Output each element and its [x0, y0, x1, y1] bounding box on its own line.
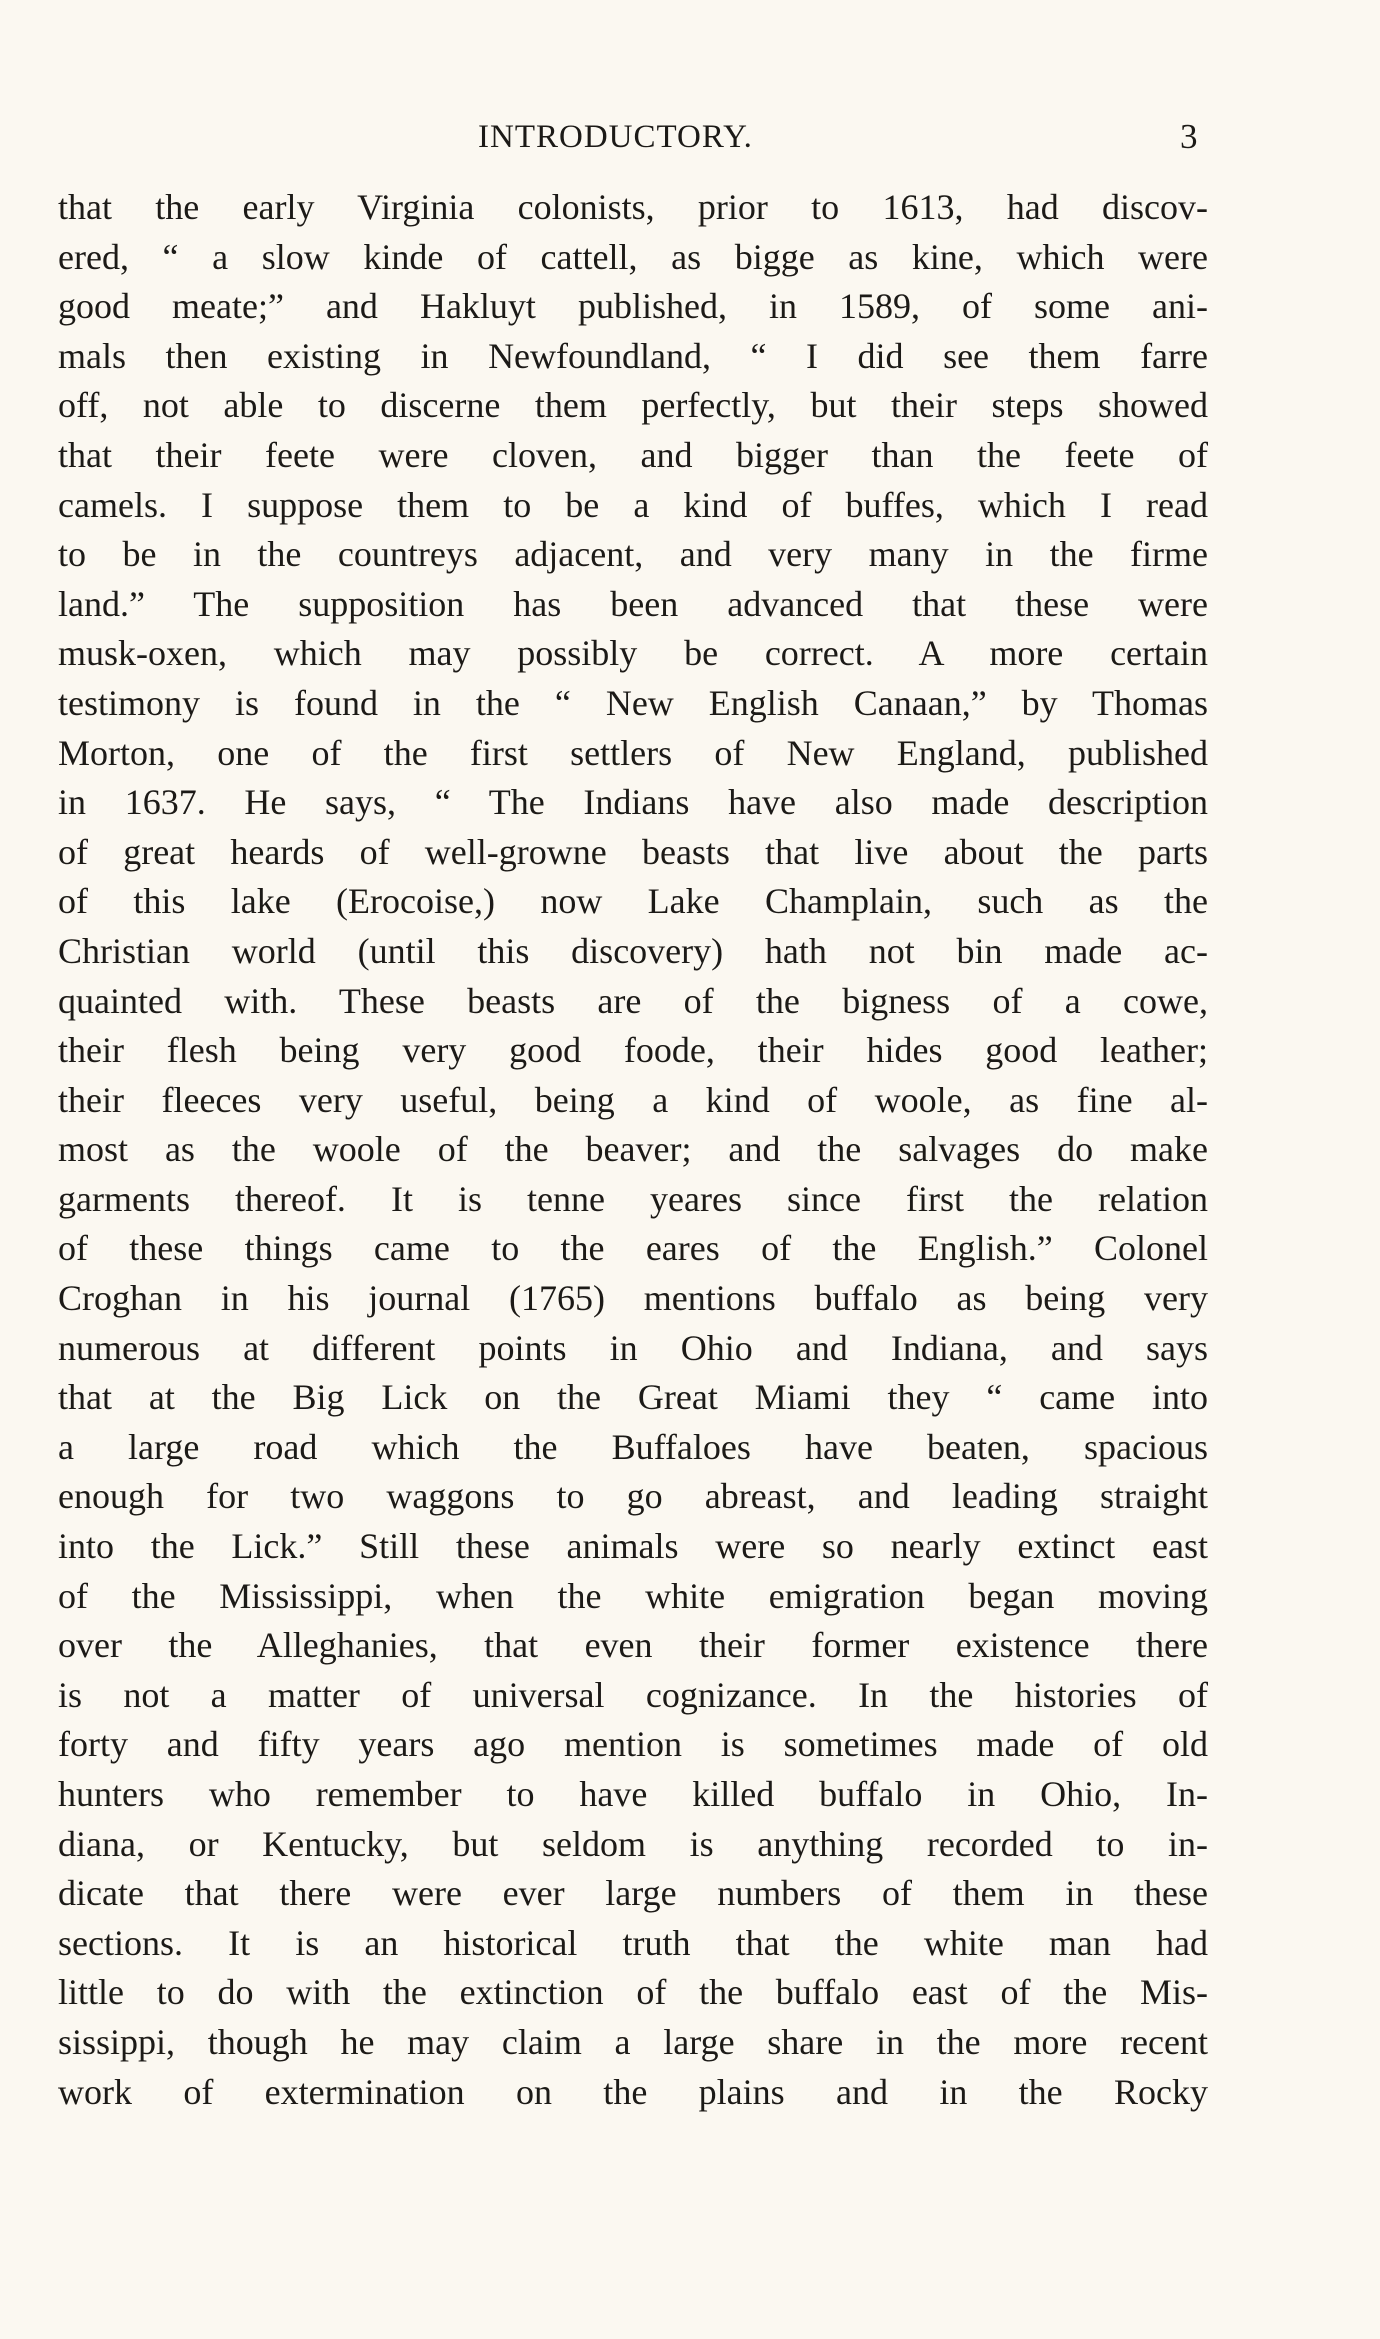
text-line: quainted with. These beasts are of the bigness of a cowe, [58, 980, 1208, 1021]
text-line: is not a matter of universal cognizance. In the histories of [58, 1674, 1208, 1715]
text-line: of these things came to the eares of the English.” Colonel [58, 1228, 1208, 1269]
text-line: their fleeces very useful, being a kind of woole, as fine al- [58, 1079, 1208, 1120]
text-line: diana, or Kentucky, but seldom is anything recorded to in- [58, 1823, 1208, 1864]
text-line: garments thereof. It is tenne yeares since first the relation [58, 1178, 1208, 1219]
text-line: land.” The supposition has been advanced that these were [58, 583, 1208, 624]
text-line: that at the Big Lick on the Great Miami they “ came into [58, 1377, 1208, 1418]
text-line: dicate that there were ever large numbers of them in these [58, 1873, 1208, 1914]
body-text [58, 183, 1208, 2117]
text-line: that the early Virginia colonists, prior to 1613, had discov- [58, 187, 1208, 227]
text-line: of the Mississippi, when the white emigration began moving [58, 1575, 1208, 1616]
text-line: of this lake (Erocoise,) now Lake Champlain, such as the [58, 881, 1208, 922]
page-number: 3 [1180, 117, 1198, 156]
text-line: that their feete were cloven, and bigger than the feete of [58, 434, 1208, 475]
text-line: musk-oxen, which may possibly be correct. A more certain [58, 633, 1208, 674]
running-title: INTRODUCTORY. [478, 119, 753, 155]
text-line: good meate;” and Hakluyt published, in 1589, of some ani- [58, 286, 1208, 327]
text-line: testimony is found in the “ New English Canaan,” by Thomas [58, 682, 1208, 723]
running-head [0, 112, 1380, 162]
text-line: a large road which the Buffaloes have beaten, spacious [58, 1426, 1208, 1467]
text-line: little to do with the extinction of the buffalo east of the Mis- [58, 1972, 1208, 2013]
text-line: Christian world (until this discovery) hath not bin made ac- [58, 930, 1208, 971]
text-line: hunters who remember to have killed buffalo in Ohio, In- [58, 1774, 1208, 1814]
text-line: their flesh being very good foode, their hides good leather; [58, 1030, 1208, 1071]
text-line: enough for two waggons to go abreast, and leading straight [58, 1476, 1208, 1517]
text-line: in 1637. He says, “ The Indians have also made description [58, 782, 1208, 823]
text-line: of great heards of well-growne beasts that live about the parts [58, 831, 1208, 872]
text-line: off, not able to discerne them perfectly, but their steps showed [58, 385, 1208, 426]
text-line: camels. I suppose them to be a kind of buffes, which I read [58, 484, 1208, 525]
text-line: work of extermination on the plains and in the Rocky [58, 2071, 1208, 2112]
text-line: ered, “ a slow kinde of cattell, as bigge as kine, which were [58, 236, 1208, 277]
text-line: sissippi, though he may claim a large share in the more recent [58, 2021, 1208, 2062]
text-line: Morton, one of the first settlers of New England, published [58, 732, 1208, 773]
text-line: over the Alleghanies, that even their former existence there [58, 1625, 1208, 1666]
text-line: to be in the countreys adjacent, and very many in the firme [58, 534, 1208, 575]
text-line: sections. It is an historical truth that the white man had [58, 1922, 1208, 1963]
text-line: Croghan in his journal (1765) mentions buffalo as being very [58, 1278, 1208, 1319]
text-line: into the Lick.” Still these animals were so nearly extinct east [58, 1526, 1208, 1567]
text-line: numerous at different points in Ohio and Indiana, and says [58, 1327, 1208, 1368]
text-line: forty and fifty years ago mention is sometimes made of old [58, 1724, 1208, 1765]
text-line: mals then existing in Newfoundland, “ I did see them farre [58, 335, 1208, 376]
text-line: most as the woole of the beaver; and the salvages do make [58, 1129, 1208, 1170]
